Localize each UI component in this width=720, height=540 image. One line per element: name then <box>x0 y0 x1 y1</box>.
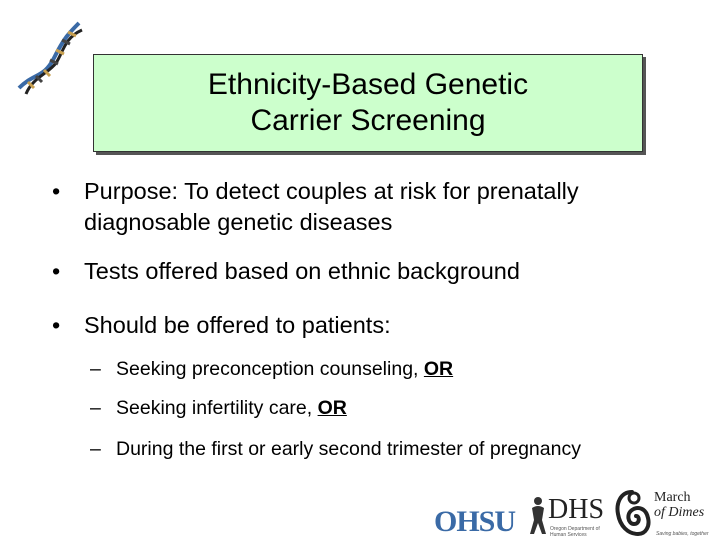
sub-bullet-dash: – <box>90 397 101 419</box>
mod-tagline: Saving babies, together <box>656 531 709 537</box>
bullet-purpose <box>52 176 579 238</box>
sub-bullet-infertility <box>90 395 347 421</box>
bullet-text: Should be offered to patients: <box>84 312 391 338</box>
or-emphasis: OR <box>317 397 347 419</box>
bullet-text: Purpose: To detect couples at risk for prenatally <box>84 178 579 204</box>
dhs-figure-icon <box>528 496 550 536</box>
dhs-logo-text: DHS <box>548 494 605 525</box>
dhs-logo <box>528 494 608 538</box>
title-box <box>93 54 643 152</box>
bullet-text: Tests offered based on ethnic background <box>84 258 520 284</box>
bullet-offered <box>52 310 391 341</box>
sub-bullet-text: During the first or early second trimester of pregnancy <box>116 438 581 460</box>
sub-bullet-text: Seeking infertility care, <box>116 397 318 419</box>
slide-title-line-2: Carrier Screening <box>250 104 486 137</box>
bullet-tests <box>52 256 520 287</box>
mod-line-2: of Dimes <box>654 505 705 520</box>
sub-bullet-text: Seeking preconception counseling, <box>116 358 424 380</box>
bullet-mark: • <box>52 258 61 284</box>
march-of-dimes-text <box>654 490 704 520</box>
or-emphasis: OR <box>423 358 454 380</box>
dna-helix-icon <box>14 18 84 96</box>
mod-line-1: March <box>654 490 691 505</box>
bullet-mark: • <box>52 178 61 204</box>
mother-baby-icon <box>612 488 652 538</box>
march-of-dimes-logo <box>612 488 718 540</box>
bullet-text-continued: diagnosable genetic diseases <box>84 209 393 235</box>
ohsu-logo: OHSU <box>434 505 516 538</box>
sub-bullet-preconception <box>90 356 453 382</box>
bullet-mark: • <box>52 312 61 338</box>
dhs-logo-subtext: Oregon Department of Human Services <box>550 526 600 538</box>
sub-bullet-dash: – <box>90 358 101 380</box>
slide-title-line-1: Ethnicity-Based Genetic <box>207 68 529 101</box>
sub-bullet-trimester <box>90 436 581 462</box>
sub-bullet-dash: – <box>90 438 101 460</box>
